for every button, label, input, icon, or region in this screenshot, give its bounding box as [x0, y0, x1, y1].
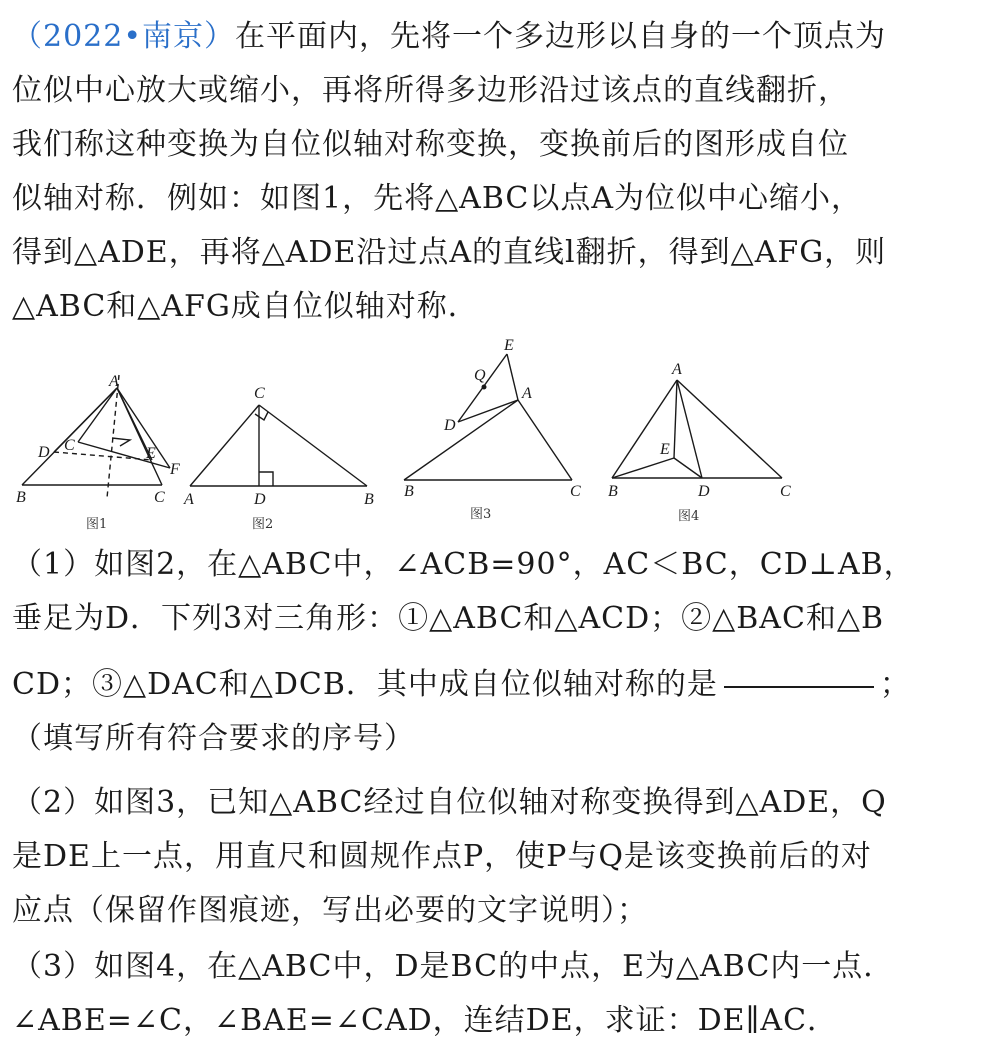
fig3-label-d: D [444, 417, 456, 434]
fig4-label-e: E [660, 441, 670, 458]
fig3-segment-ae [507, 354, 518, 400]
fig3-caption: 图3 [470, 507, 492, 522]
fig4-segment-be [612, 458, 674, 478]
q1-line-3-end: ； [879, 667, 911, 702]
fig2-label-c: C [254, 385, 265, 402]
fig3-label-b: B [404, 483, 414, 500]
fig1-label-c: C [154, 489, 165, 506]
fig4-label-a: A [672, 361, 682, 378]
fig2-right-angle-c [255, 412, 268, 420]
fig1-label-b: B [16, 489, 26, 506]
figure-3 [404, 337, 581, 522]
fig2-segment-bc [259, 405, 367, 486]
intro-line-3: 我们称这种变换为自位似轴对称变换，变换前后的图形成自位 [12, 127, 849, 162]
intro-line-5: 得到△ADE，再将△ADE沿过点A的直线l翻折，得到△AFG，则 [12, 235, 887, 270]
fig4-segment-ae [674, 380, 677, 458]
fig3-segment-ac [518, 400, 572, 480]
intro-line-2: 位似中心放大或缩小，再将所得多边形沿过该点的直线翻折， [12, 73, 849, 108]
question-2 [12, 776, 974, 938]
fig1-label-c2: C [64, 437, 75, 454]
fig2-right-angle-d [259, 472, 273, 486]
intro-line-4: 似轴对称．例如：如图1，先将△ABC以点A为位似中心缩小， [12, 181, 863, 216]
q1-line-3: CD；③△DAC和△DCB．其中成自位似轴对称的是 [12, 667, 718, 702]
fig3-label-c: C [570, 483, 581, 500]
fig4-caption: 图4 [678, 509, 700, 524]
fig3-segment-ab [404, 400, 518, 480]
source-tag: （2022•南京） [12, 19, 236, 54]
figures-svg [12, 337, 812, 540]
intro-paragraph [12, 10, 974, 334]
figures-strip [12, 337, 812, 540]
figure-4 [608, 361, 791, 524]
fig1-label-e: E [146, 445, 156, 462]
fig1-caption: 图1 [86, 517, 108, 532]
fig1-segment-af [117, 388, 170, 468]
fig4-label-d: D [698, 483, 710, 500]
fig1-label-f: F [170, 461, 180, 478]
fig1-label-a: A [109, 373, 119, 390]
fig4-segment-ab [612, 380, 677, 478]
fig1-label-d: D [38, 444, 50, 461]
fig3-label-q: Q [474, 367, 486, 384]
fig2-segment-ac [190, 405, 259, 486]
fig3-segment-ad [458, 400, 518, 422]
fig4-segment-ac [677, 380, 782, 478]
fig2-label-d: D [254, 491, 266, 508]
q2-line-3: 应点（保留作图痕迹，写出必要的文字说明）； [12, 893, 648, 928]
fig3-label-e: E [504, 337, 514, 354]
q1-line-1: （1）如图2，在△ABC中，∠ACB=90°，AC＜BC，CD⊥AB， [12, 547, 915, 582]
question-1 [12, 538, 974, 766]
q3-line-1: （3）如图4，在△ABC中，D是BC的中点，E为△ABC内一点． [12, 949, 895, 984]
fig3-point-q [482, 385, 487, 390]
intro-line-6: △ABC和△AFG成自位似轴对称． [12, 289, 479, 324]
fig4-label-c: C [780, 483, 791, 500]
question-3 [12, 940, 974, 1048]
fig2-label-b: B [364, 491, 374, 508]
fig1-segment-ag [78, 388, 117, 442]
fig2-label-a: A [184, 491, 194, 508]
q2-line-1: （2）如图3，已知△ABC经过自位似轴对称变换得到△ADE，Q [12, 785, 887, 820]
fig1-arrow-icon [112, 438, 130, 446]
q1-line-2: 垂足为D．下列3对三角形：①△ABC和△ACD；②△BAC和△B [12, 601, 885, 636]
figure-2 [183, 385, 374, 532]
fig4-label-b: B [608, 483, 618, 500]
answer-blank[interactable] [724, 685, 874, 688]
q3-line-2: ∠ABE=∠C，∠BAE=∠CAD，连结DE，求证：DE∥AC． [12, 1003, 839, 1038]
figure-1 [16, 373, 180, 532]
intro-line-1: 在平面内，先将一个多边形以自身的一个顶点为 [235, 19, 887, 54]
q1-line-4: （填写所有符合要求的序号） [12, 721, 415, 756]
q2-line-2: 是DE上一点，用直尺和圆规作点P，使P与Q是该变换前后的对 [12, 839, 872, 874]
fig2-caption: 图2 [252, 517, 274, 532]
fig3-label-a: A [522, 385, 532, 402]
